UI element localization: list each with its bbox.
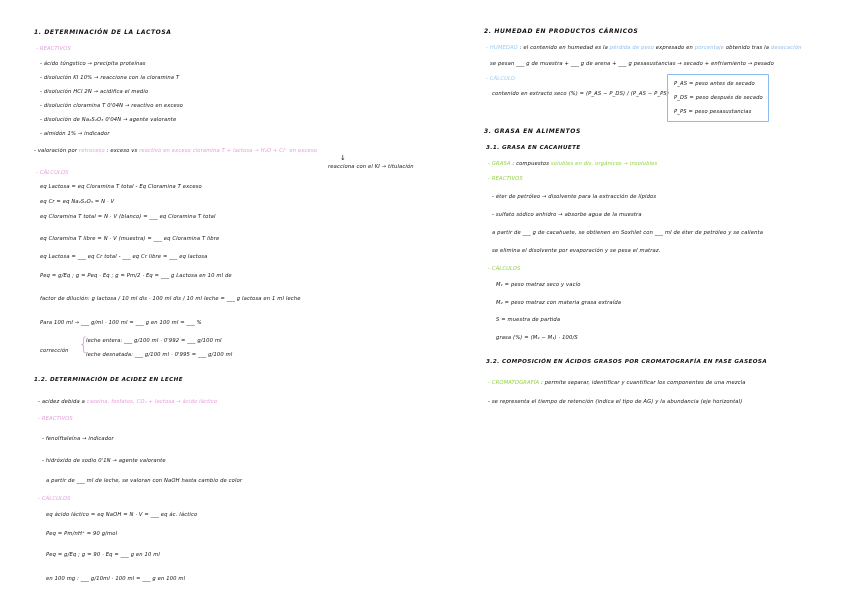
humedad-formula: contenido en extracto seco (%) = (P_AS − P_DS) / (P_AS − P_PS)	[492, 91, 670, 97]
valoracion-reactivo: reactivo en exceso	[139, 148, 191, 154]
reactivo-item: - hidróxido de sodio 0'1N → agente valorante	[42, 458, 166, 464]
humedad-text-b: expresado en	[655, 45, 693, 51]
reactivo-item: - disolución de Na₂S₂O₃ 0'04N → agente valorante	[40, 117, 177, 123]
acidez-intro	[38, 399, 217, 406]
calculo-line: Peq = Pm/nH⁺ = 90 g/mol	[46, 531, 118, 537]
label-reactivos: - REACTIVOS	[36, 46, 71, 52]
label-calculos: - CÁLCULOS	[36, 170, 69, 176]
valoracion-mid: : exceso vs	[106, 148, 138, 154]
reactivo-item: - disolución cloramina T 0'04N → reactivo en exceso	[40, 103, 184, 109]
calculo-line: S = muestra de partida	[496, 317, 561, 323]
calculo-line: eq Lactosa = eq Cloramina T total - Eq Cloramina T exceso	[40, 184, 202, 190]
correccion-line: leche entera: ___ g/100 ml · 0'992 = ___ g/100 ml	[86, 338, 222, 344]
calculo-line: eq ácido láctico = eq NaOH = N · V = ___ eq ác. láctico	[46, 512, 198, 518]
reactivo-item: - almidón 1% → indicador	[40, 131, 110, 137]
grasa-procedimiento: se elimina el disolvente por evaporación y se pesa el matraz.	[492, 248, 661, 254]
right-column	[424, 0, 848, 599]
humedad-label: - HUMEDAD	[486, 45, 518, 51]
calculo-line: eq Cloramina T libre = N · V (muestra) = ___ eq Cloramina T libre	[40, 236, 220, 242]
brace-icon: {	[78, 334, 90, 355]
valoracion-prefix: - valoración por	[34, 148, 78, 154]
calculo-line: M₁ = peso matraz seco y vacío	[496, 282, 581, 288]
humedad-text-a: : el contenido en humedad es la	[519, 45, 608, 51]
calculo-line: Peq = g/Eq ; g = Peq · Eq ; g = Pm/2 · Eq = ___ g Lactosa en 10 ml de	[40, 273, 232, 279]
label-calculo-humedad: - CÁLCULO	[486, 76, 516, 82]
reactivo-item: - ácido túngstico → precipita proteínas	[40, 61, 146, 67]
grasa-highlight: solubles en dis. orgánicos → insolubles	[550, 161, 658, 167]
cromatografia-def	[488, 380, 746, 387]
correccion-label: corrección	[40, 348, 69, 354]
humedad-text-c: obtenido tras la	[725, 45, 770, 51]
humedad-pesos: se pesan ___ g de muestra + ___ g de arena + ___ g pesasustancias → secado + enfriamiento → pesado	[490, 61, 774, 67]
grasa-label: - GRASA	[488, 161, 511, 167]
grasa-procedimiento: a partir de ___ g de cacahuete, se obtienen en Soxhlet con ___ ml de éter de petróleo y se calienta	[492, 230, 764, 236]
humedad-hl3: desecación	[770, 45, 802, 51]
reactivo-item: - disolución KI 10% → reacciona con la cloramina T	[40, 75, 180, 81]
humedad-hl1: pérdida de peso	[609, 45, 654, 51]
label-calculos-acidez: - CÁLCULOS	[38, 496, 71, 502]
definition-line: P_DS = peso después de secado	[674, 95, 763, 101]
down-arrow-icon: ↓	[340, 154, 346, 162]
calculo-line: Para 100 ml → ___ g/ml · 100 ml = ___ g en 100 ml = ___ %	[40, 320, 202, 326]
correccion-line: leche desnatada: ___ g/100 ml · 0'995 = ___ g/100 ml	[86, 352, 233, 358]
calculo-line: eq Lactosa = ___ eq Cr total - ___ eq Cr libre = ___ eq lactosa	[40, 254, 208, 260]
humedad-def	[486, 45, 802, 52]
subsection-title-cacahuete: 3.1. GRASA EN CACAHUETE	[486, 145, 581, 151]
section-title-lactosa: 1. DETERMINACIÓN DE LA LACTOSA	[34, 29, 172, 36]
acidez-intro-prefix: - acidez debida a	[38, 399, 85, 405]
calculo-line: factor de dilución: g lactosa / 10 ml dis · 100 ml dis / 10 ml leche = ___ g lactosa en 1 ml leche	[40, 296, 301, 302]
section-title-acidez: 1.2. DETERMINACIÓN DE ACIDEZ EN LECHE	[34, 377, 183, 383]
section-title-grasa: 3. GRASA EN ALIMENTOS	[484, 128, 581, 135]
acidez-intro-highlight: caseína, fosfatos, CO₂ + lactosa → ácido láctico	[86, 399, 218, 405]
calculo-line: Peq = g/Eq ; g = 90 · Eq = ___ g en 10 ml	[46, 552, 161, 558]
cromatografia-label: - CROMATOGRAFÍA	[488, 380, 540, 386]
valoracion-note: reacciona con el KI → titulación	[328, 164, 414, 170]
reactivo-item: - disolución HCl 2N → acidifica el medio	[40, 89, 149, 95]
left-column	[0, 0, 420, 599]
definition-line: P_AS = peso antes de secado	[674, 81, 755, 87]
calculo-line: M₂ = peso matraz con materia grasa extraída	[496, 300, 622, 306]
reactivo-item: - sulfato sódico anhidro → absorbe agua de la muestra	[492, 212, 642, 218]
label-reactivos-acidez: - REACTIVOS	[38, 416, 73, 422]
reactivo-item: - éter de petróleo → disolvente para la extracción de lípidos	[492, 194, 657, 200]
valoracion-highlight: retroceso	[78, 148, 105, 154]
label-calculos-grasa: - CÁLCULOS	[488, 266, 521, 272]
grasa-text: : compuestos	[512, 161, 550, 167]
valoracion-formula: cloramina T + lactosa → H₂O + Cl⁻ en exceso	[192, 148, 318, 154]
cromatografia-text: : permite separar, identificar y cuantificar los componentes de una mezcla	[541, 380, 746, 386]
humedad-hl2: porcentaje	[694, 45, 725, 51]
subsection-title-cromatografia: 3.2. COMPOSICIÓN EN ÁCIDOS GRASOS POR CROMATOGRAFÍA EN FASE GASEOSA	[486, 359, 768, 365]
calculo-line: en 100 mg : ___ g/10ml · 100 ml = ___ g en 100 ml	[46, 576, 186, 582]
label-reactivos-grasa: - REACTIVOS	[488, 176, 523, 182]
definition-line: P_PS = peso pesasustancias	[674, 109, 752, 115]
calculo-line: eq Cloramina T total = N · V (blanco) = ___ eq Cloramina T total	[40, 214, 216, 220]
calculo-line: grasa (%) = (M₂ − M₁) · 100/S	[496, 335, 578, 341]
cromatografia-line: - se representa el tiempo de retención (indica el tipo de AG) y la abundancia (eje horizontal)	[488, 399, 743, 405]
acidez-procedimiento: a partir de ___ ml de leche, se valoran con NaOH hasta cambio de color	[46, 478, 243, 484]
grasa-def	[488, 161, 657, 168]
reactivo-item: - fenolftaleína → indicador	[42, 436, 114, 442]
section-title-humedad: 2. HUMEDAD EN PRODUCTOS CÁRNICOS	[484, 28, 639, 35]
calculo-line: eq Cr = eq Na₂S₂O₃ = N · V	[40, 199, 115, 205]
valoracion-line	[34, 148, 317, 155]
